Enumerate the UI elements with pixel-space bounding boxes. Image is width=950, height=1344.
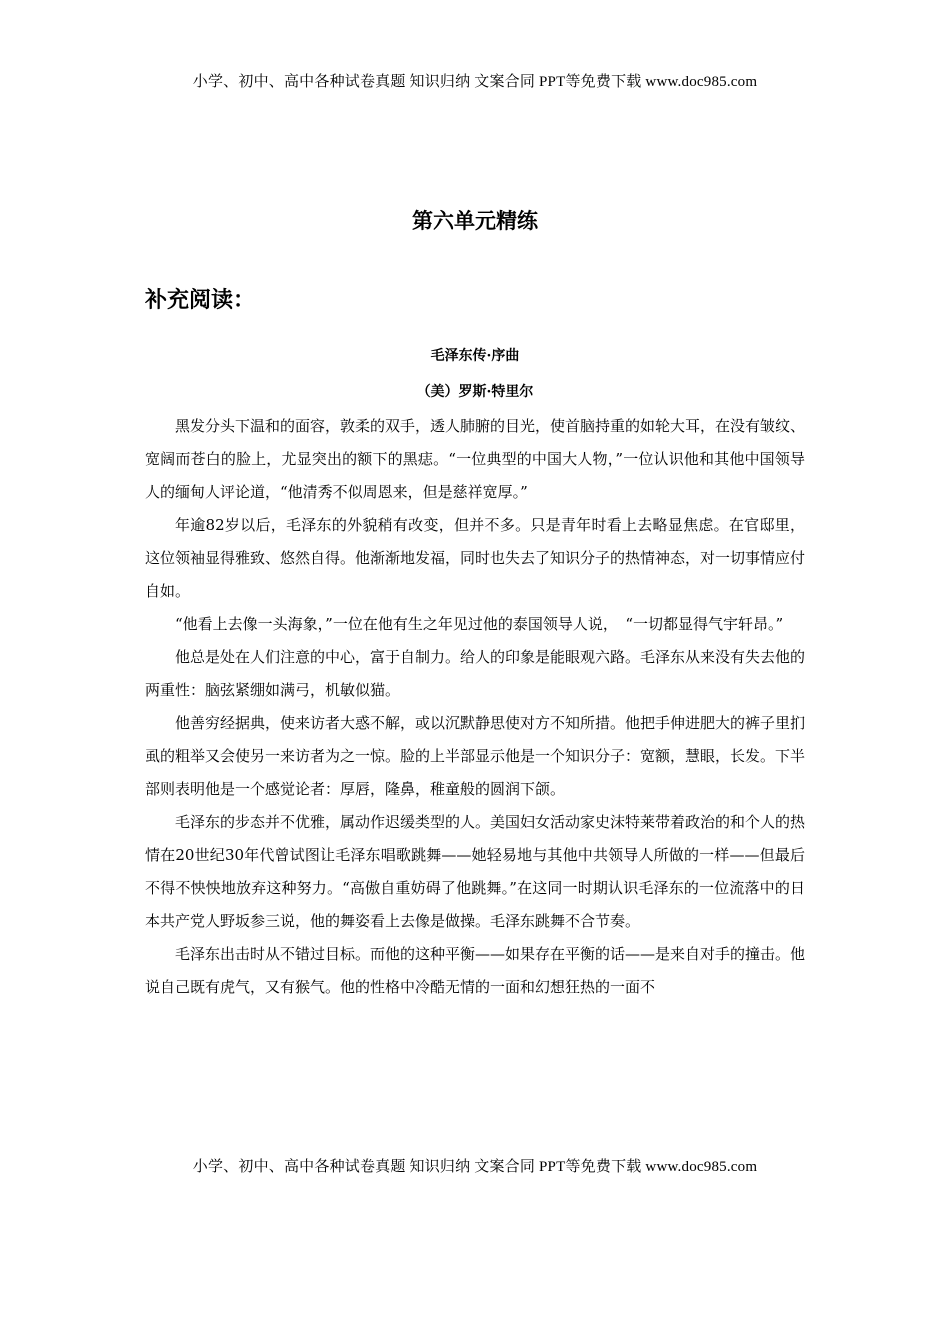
paragraph: 他善穷经据典，使来访者大惑不解，或以沉默静思使对方不知所措。他把手伸进肥大的裤子里扪虱的粗举又会使另一来访者为之一惊。脸的上半部显示他是一个知识分子：宽额，慧眼，长发。下半部则表明他是一个感觉论者：厚唇，隆鼻，稚童般的圆润下颌。 xyxy=(145,714,806,798)
paragraph: 年逾82岁以后，毛泽东的外貌稍有改变，但并不多。只是青年时看上去略显焦虑。在官邸里，这位领袖显得雅致、悠然自得。他渐渐地发福，同时也失去了知识分子的热情神态，对一切事情应付自如。 xyxy=(145,516,806,600)
paragraph: “他看上去像一头海象，”一位在他有生之年见过他的泰国领导人说， “一切都显得气宇轩昂。” xyxy=(175,615,784,633)
article-body xyxy=(145,410,805,1004)
paragraph: 毛泽东出击时从不错过目标。而他的这种平衡——如果存在平衡的话——是来自对手的撞击。他说自己既有虎气，又有猴气。他的性格中冷酷无情的一面和幻想狂热的一面不 xyxy=(145,945,806,996)
page-header: 小学、初中、高中各种试卷真题 知识归纳 文案合同 PPT等免费下载 www.doc985.com xyxy=(192,74,758,90)
section-title: 补充阅读： xyxy=(145,288,256,313)
paragraph: 黑发分头下温和的面容，敦柔的双手，透人肺腑的目光，使首脑持重的如轮大耳，在没有皱纹、宽阔而苍白的脸上，尤显突出的额下的黑痣。“一位典型的中国大人物，”一位认识他和其他中国领导人的缅甸人评论道，“他清秀不似周恩来，但是慈祥宽厚。” xyxy=(145,417,806,501)
page-footer: 小学、初中、高中各种试卷真题 知识归纳 文案合同 PPT等免费下载 www.doc985.com xyxy=(192,1159,758,1175)
unit-title: 第六单元精练 xyxy=(412,209,538,233)
paragraph: 毛泽东的步态并不优雅，属动作迟缓类型的人。美国妇女活动家史沫特莱带着政治的和个人的热情在20世纪30年代曾试图让毛泽东唱歌跳舞——她轻易地与其他中共领导人所做的一样——但最后不得不怏怏地放弃这种努力。“高傲自重妨碍了他跳舞。”在这同一时期认识毛泽东的一位流落中的日本共产党人野坂参三说，他的舞姿看上去像是做操。毛泽东跳舞不合节奏。 xyxy=(145,813,806,930)
article-author: （美）罗斯·特里尔 xyxy=(416,384,534,400)
paragraph: 他总是处在人们注意的中心，富于自制力。给人的印象是能眼观六路。毛泽东从来没有失去他的两重性：脑弦紧绷如满弓，机敏似猫。 xyxy=(145,648,806,699)
article-title: 毛泽东传·序曲 xyxy=(430,348,520,364)
